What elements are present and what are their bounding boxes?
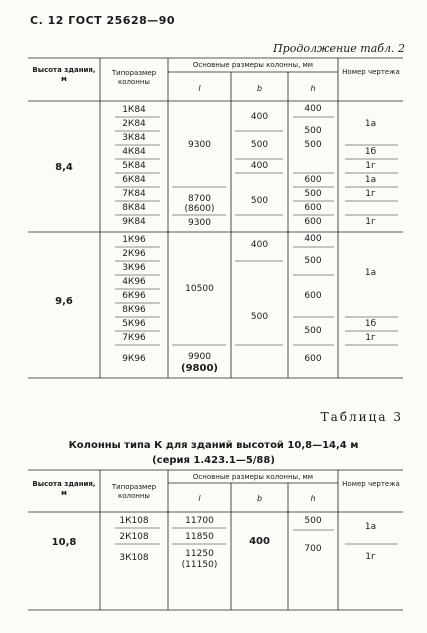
header-height: Высота здания, м: [32, 66, 96, 83]
b-cell: 400: [250, 161, 269, 171]
h-cell: 400: [304, 234, 322, 244]
height-value: 8,4: [55, 162, 73, 173]
table3-title-line: Колонны типа К для зданий высотой 10,8—14,4 м: [68, 440, 359, 451]
header-l: l: [198, 84, 201, 93]
type-cell: 3К84: [122, 133, 146, 143]
b-cell: 400: [250, 240, 269, 250]
l-cell: 9900: [188, 352, 211, 362]
type-cell: 5К96: [122, 319, 146, 329]
header-h: h: [310, 84, 316, 93]
header-dims: Основные размеры колонны, мм: [192, 61, 314, 69]
table3-title: [0, 438, 427, 468]
type-cell: 4К96: [122, 277, 146, 287]
header-drawing: Номер чертежа: [342, 68, 400, 76]
type-cell: 7К96: [122, 333, 146, 343]
type-cell: 9К84: [122, 217, 146, 227]
h-cell: 500: [304, 256, 322, 266]
t3-height-value: 10,8: [51, 537, 77, 548]
drawing-cell: 1а: [364, 175, 377, 185]
h-cell: 500: [304, 140, 322, 150]
type-cell: 6К84: [122, 175, 146, 185]
header-type: Типоразмер колонны: [111, 69, 157, 86]
l-cell: (9800): [181, 363, 218, 374]
h-cell: 500: [304, 189, 322, 199]
type-cell: 5К84: [122, 161, 146, 171]
b-cell: 400: [250, 112, 269, 122]
h-cell: 600: [304, 354, 322, 364]
t3-header-l: l: [198, 494, 201, 503]
drawing-cell: 1а: [364, 268, 377, 278]
table-continuation-label: Продолжение табл. 2: [273, 42, 405, 55]
t3-header-h: h: [310, 494, 316, 503]
t3-header-type: Типоразмер колонны: [111, 483, 157, 500]
page-header: С. 12 ГОСТ 25628—90: [30, 14, 176, 27]
h-cell: 500: [304, 326, 322, 336]
table3-subtitle: (серия 1.423.1—5/88): [152, 455, 275, 466]
type-cell: 3К96: [122, 263, 146, 273]
t3-l-cell: 11850: [185, 532, 214, 542]
h-cell: 600: [304, 175, 322, 185]
type-cell: 8К84: [122, 203, 146, 213]
t3-drawing-cell: 1а: [364, 522, 377, 532]
h-cell: 600: [304, 291, 322, 301]
type-cell: 7К84: [122, 189, 146, 199]
t3-drawing-cell: 1г: [365, 552, 376, 562]
t3-type-cell: 1К108: [119, 516, 149, 526]
b-cell: 500: [250, 140, 269, 150]
drawing-cell: 1а: [364, 119, 377, 129]
t3-header-height: Высота здания, м: [32, 480, 96, 497]
type-cell: 9К96: [122, 354, 146, 364]
drawing-cell: 1б: [364, 319, 377, 329]
t3-l-cell: 11700: [185, 516, 214, 526]
type-cell: 6К96: [122, 291, 146, 301]
l-cell: (8600): [184, 204, 215, 214]
l-cell: 8700: [188, 194, 211, 204]
l-cell: 10500: [185, 284, 214, 294]
h-cell: 600: [304, 203, 322, 213]
type-cell: 4К84: [122, 147, 146, 157]
t3-type-cell: 2К108: [119, 532, 149, 542]
t3-type-cell: 3К108: [119, 553, 149, 563]
drawing-cell: 1г: [365, 189, 376, 199]
t3-l-cell: (11150): [181, 560, 218, 570]
h-cell: 500: [304, 126, 322, 136]
b-cell: 500: [250, 196, 269, 206]
drawing-cell: 1г: [365, 217, 376, 227]
type-cell: 1К84: [122, 105, 146, 115]
b-cell: 500: [250, 312, 269, 322]
t3-header-b: b: [256, 494, 263, 503]
type-cell: 2К84: [122, 119, 146, 129]
t3-h-cell: 700: [304, 544, 322, 554]
l-cell: 9300: [188, 218, 211, 228]
t3-header-drawing: Номер чертежа: [342, 480, 400, 488]
h-cell: 600: [304, 217, 322, 227]
t3-header-dims: Основные размеры колонны, мм: [192, 473, 314, 481]
type-cell: 2К96: [122, 249, 146, 259]
t3-l-cell: 11250: [185, 549, 214, 559]
drawing-cell: 1г: [365, 333, 376, 343]
header-b: b: [256, 84, 263, 93]
type-cell: 8К96: [122, 305, 146, 315]
h-cell: 400: [304, 104, 322, 114]
t3-b-cell: 400: [249, 536, 270, 547]
table3-label: Таблица 3: [320, 410, 403, 424]
drawing-cell: 1г: [365, 161, 376, 171]
height-value: 9,6: [55, 296, 73, 307]
drawing-cell: 1б: [364, 147, 377, 157]
l-cell: 9300: [188, 140, 211, 150]
type-cell: 1К96: [122, 235, 146, 245]
t3-h-cell: 500: [304, 516, 322, 526]
